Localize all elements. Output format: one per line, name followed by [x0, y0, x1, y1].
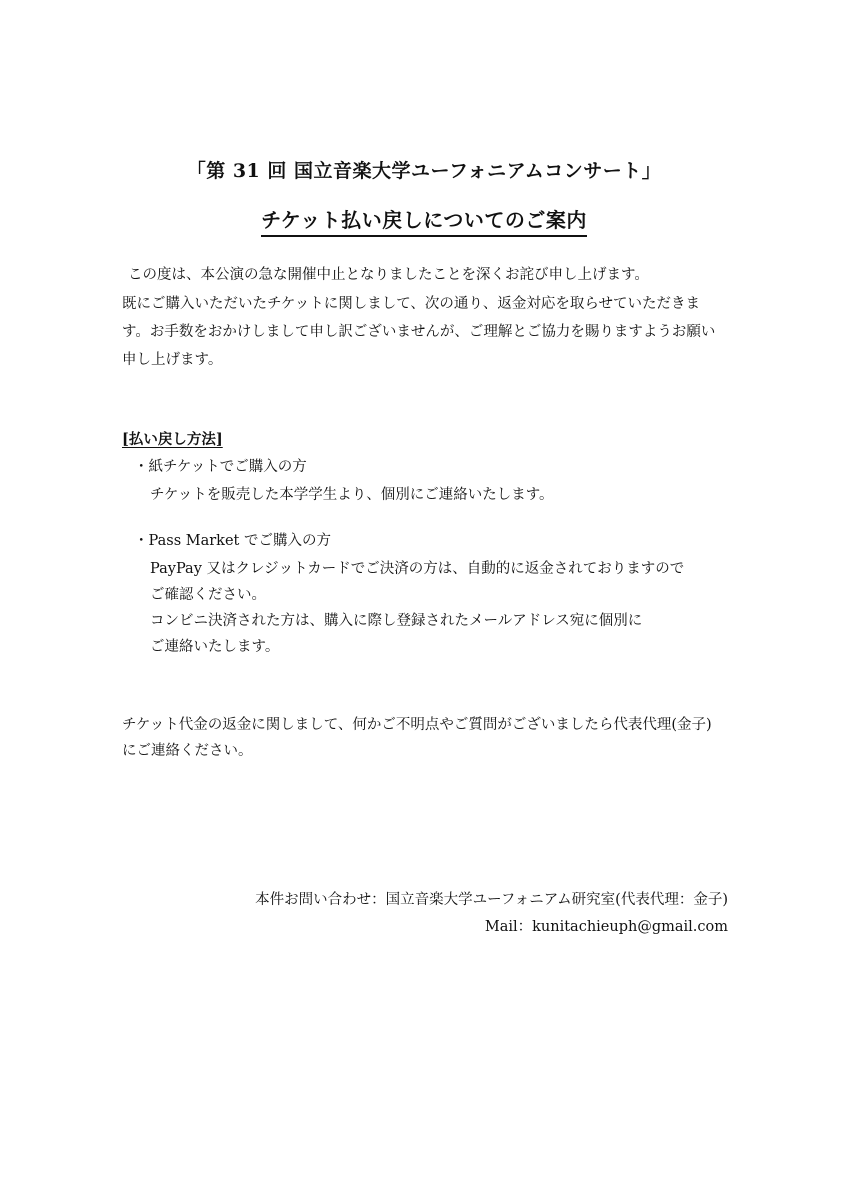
intro-line-4: 申し上げます。	[122, 352, 223, 368]
contact-line: 本件お問い合わせ：国立音楽大学ユーフォニアム研究室(代表代理：金子)	[255, 892, 728, 908]
refund-method-heading: [払い戻し方法]	[122, 431, 223, 448]
intro-line-1: この度は、本公演の急な開催中止となりましたことを深くお詫び申し上げます。	[128, 267, 649, 283]
document-subtitle: チケット払い戻しについてのご案内	[261, 204, 587, 237]
document-subtitle-wrap	[0, 204, 848, 237]
passmarket-label: ・Pass Market でご購入の方	[134, 533, 331, 549]
passmarket-line-1: PayPay 又はクレジットカードでご決済の方は、自動的に返金されておりますので	[150, 561, 685, 577]
intro-line-3: す。お手数をおかけしまして申し訳ございませんが、ご理解とご協力を賜りますようお願い	[122, 324, 716, 340]
paper-ticket-label: ・紙チケットでご購入の方	[134, 459, 307, 475]
passmarket-line-4: ご連絡いたします。	[150, 639, 280, 655]
passmarket-line-3: コンビニ決済された方は、購入に際し登録されたメールアドレス宛に個別に	[150, 613, 643, 629]
passmarket-line-2: ご確認ください。	[150, 587, 266, 603]
notice-line-2: にご連絡ください。	[122, 743, 253, 759]
intro-line-2: 既にご購入いただいたチケットに関しまして、次の通り、返金対応を取らせていただきま	[122, 296, 700, 312]
document-title: 「第 31 回 国立音楽大学ユーフォニアムコンサート」	[186, 160, 662, 182]
notice-line-1: チケット代金の返金に関しまして、何かご不明点やご質問がございましたら代表代理(金子)	[122, 717, 712, 733]
contact-mail: Mail：kunitachieuph@gmail.com	[484, 919, 728, 935]
paper-ticket-line-1: チケットを販売した本学学生より、個別にご連絡いたします。	[150, 487, 554, 503]
